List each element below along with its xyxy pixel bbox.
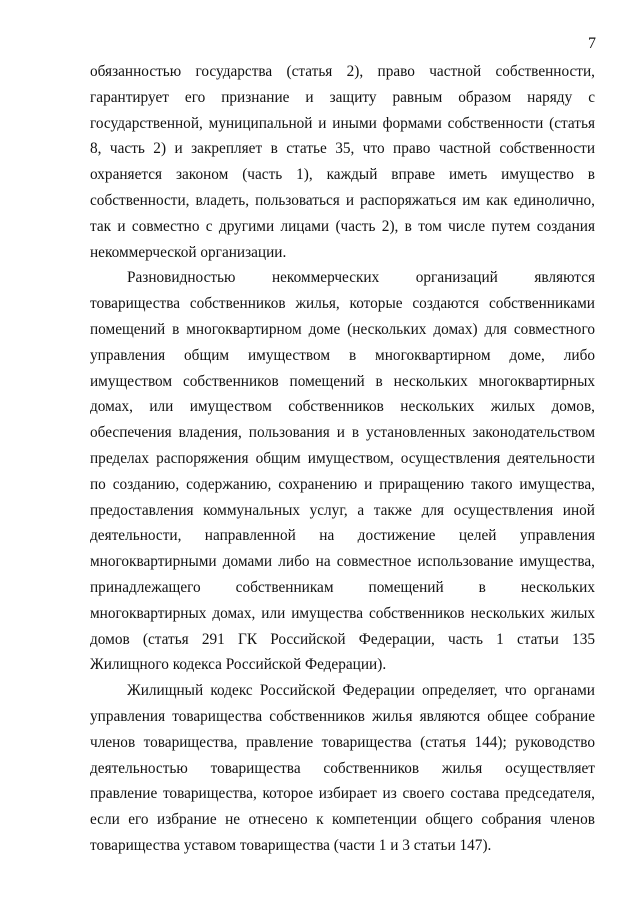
text-line: так и совместно с другими лицами (часть 2), в том числе путем создания <box>90 217 595 235</box>
text-line: собственности, владеть, пользоваться и распоряжаться им как единолично, <box>90 191 595 209</box>
text-line: государственной, муниципальной и иными формами собственности (статья <box>90 114 595 132</box>
paragraph <box>90 678 595 859</box>
text-line: обязанностью государства (статья 2), право частной собственности, <box>90 63 595 80</box>
text-line: гарантирует его признание и защиту равным образом наряду с <box>90 88 595 106</box>
text-line: 8, часть 2) и закрепляет в статье 35, что право частной собственности <box>90 140 595 158</box>
text-line: некоммерческой организации. <box>90 243 287 261</box>
text-line: Жилищного кодекса Российской Федерации). <box>90 656 387 674</box>
text-line: домов (статья 291 ГК Российской Федерации, часть 1 статьи 135 <box>90 630 595 648</box>
text-line: предоставления коммунальных услуг, а также для осуществления иной <box>90 501 595 519</box>
text-line: если его избрание не отнесено к компетенции общего собрания членов <box>90 811 595 829</box>
text-line: членов товарищества, правление товарищества (статья 144); руководство <box>90 733 595 751</box>
text-line: товарищества собственников жилья, которые создаются собственниками <box>90 295 595 313</box>
text-line: Жилищный кодекс Российской Федерации определяет, что органами <box>127 682 595 700</box>
text-line: помещений в многоквартирном доме (нескольких домах) для совместного <box>90 320 595 338</box>
text-line: охраняется законом (часть 1), каждый вправе иметь имущество в <box>90 166 595 184</box>
text-line: имуществом собственников помещений в нескольких многоквартирных <box>90 372 595 390</box>
text-line: домах, или имуществом собственников нескольких жилых домов, <box>90 398 595 416</box>
document-body <box>90 59 595 859</box>
text-line: пределах распоряжения общим имуществом, осуществления деятельности <box>90 449 595 467</box>
text-line: обеспечения владения, пользования и в установленных законодательством <box>90 424 595 442</box>
text-line: деятельности, направленной на достижение целей управления <box>90 527 595 545</box>
page-number: 7 <box>588 35 596 52</box>
paragraph <box>90 265 595 678</box>
text-line: товарищества уставом товарищества (части 1 и 3 статьи 147). <box>90 836 492 854</box>
text-line: управления товарищества собственников жилья являются общее собрание <box>90 707 595 725</box>
text-line: многоквартирных домах, или имущества собственников нескольких жилых <box>90 604 595 622</box>
text-line: Разновидностью некоммерческих организаций являются <box>127 269 595 287</box>
text-line: принадлежащего собственникам помещений в нескольких <box>90 578 595 596</box>
text-line: по созданию, содержанию, сохранению и приращению такого имущества, <box>90 475 595 493</box>
text-line: деятельностью товарищества собственников жилья осуществляет <box>90 759 595 777</box>
paragraph <box>90 59 595 265</box>
text-line: правление товарищества, которое избирает из своего состава председателя, <box>90 785 595 803</box>
text-line: управления общим имуществом в многоквартирном доме, либо <box>90 346 595 364</box>
text-line: многоквартирными домами либо на совместное использование имущества, <box>90 553 595 571</box>
